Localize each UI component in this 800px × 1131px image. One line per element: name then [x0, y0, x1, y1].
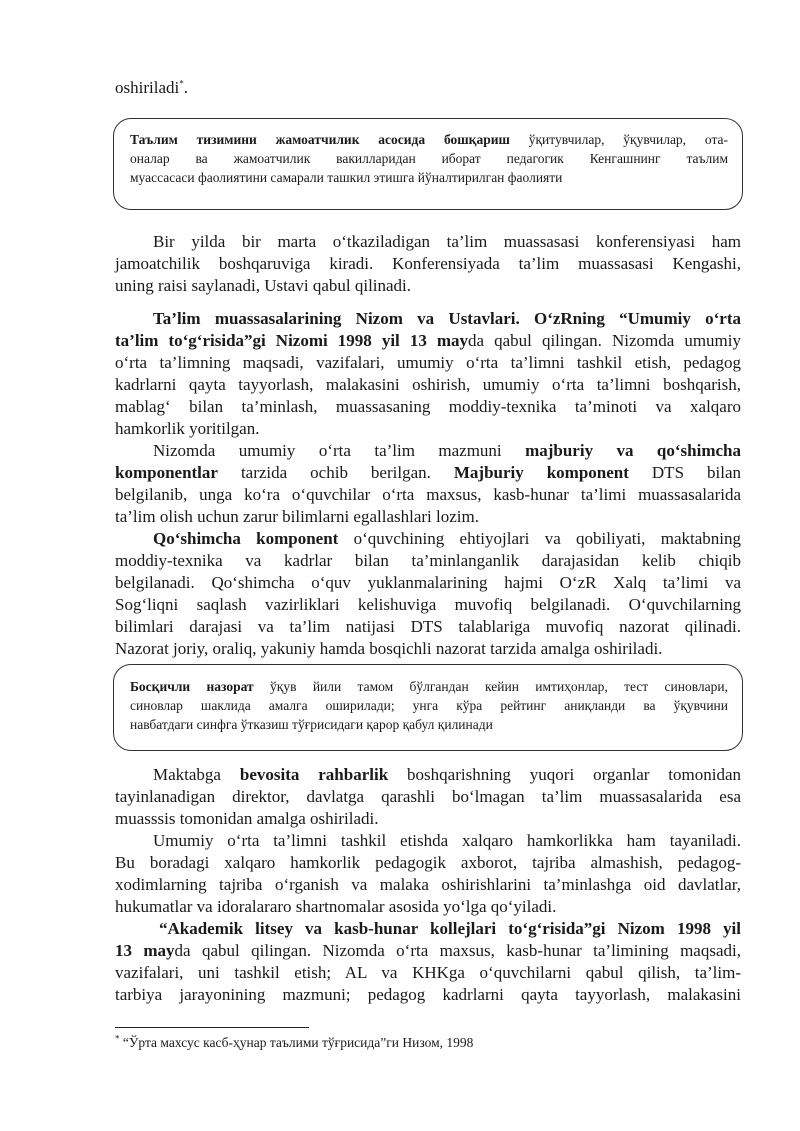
- footnote: [115, 1034, 473, 1052]
- p7-line-3: vazifalari, uni tashkil etish; AL va KHKga o‘quvchilarni qabul qilish, ta’lim-: [115, 963, 741, 982]
- box1-line-2: оналар ва жамоатчилик вакилларидан иборат педагогик Кенгашнинг таълим: [130, 151, 728, 166]
- p5-line-1: Maktabga bevosita rahbarlik boshqarishning yuqori organlar tomonidan: [153, 765, 741, 784]
- p5-line-3: muasssis tomonidan amalga oshiriladi.: [115, 809, 379, 828]
- p7-heading: “Akademik litsey va kasb-hunar kollejlari to‘g‘risida”gi Nizom 1998 yil: [159, 919, 741, 938]
- p2-line-4: kadrlarni qayta tayyorlash, malakasini oshirish, umumiy o‘rta ta’limni boshqarish,: [115, 375, 741, 394]
- p1-line-2: jamoatchilik boshqaruviga kiradi. Konferensiyada ta’lim muassasasi Kengashi,: [115, 254, 741, 273]
- p2-line-2: ta’lim to‘g‘risida”gi Nizomi 1998 yil 13 mayda qabul qilingan. Nizomda umumiy: [115, 331, 741, 350]
- p1-line-3: uning raisi saylanadi, Ustavi qabul qilinadi.: [115, 276, 412, 295]
- p2-line-6: hamkorlik yoritilgan.: [115, 419, 260, 438]
- p6-line-4: hukumatlar va idoralararo shartnomalar asosida yo‘lga qo‘yiladi.: [115, 897, 557, 916]
- box1-line-3: муассасаси фаолиятини самарали ташкил этишга йўналтирилган фаолияти: [130, 170, 563, 185]
- p6-line-1: Umumiy o‘rta ta’limni tashkil etishda xalqaro hamkorlikka ham tayaniladi.: [153, 831, 741, 850]
- footnote-marker: *: [179, 78, 184, 89]
- p3-line-4: ta’lim olish uchun zarur bilimlarni egallashlari lozim.: [115, 507, 479, 526]
- p3-line-3: belgilanib, unga ko‘ra o‘quvchilar o‘rta maxsus, kasb-hunar ta’limi muassasalarida: [115, 485, 741, 504]
- p1-line-1: Bir yilda bir marta o‘tkaziladigan ta’lim muassasasi konferensiyasi ham: [153, 232, 741, 251]
- p3-line-1: Nizomda umumiy o‘rta ta’lim mazmuni majburiy va qo‘shimcha: [153, 441, 742, 460]
- p2-line-5: mablag‘ bilan ta’minlash, muassasaning moddiy-texnika ta’minoti va xalqaro: [115, 397, 741, 416]
- p3-line-2: komponentlar tarzida ochib berilgan. Majburiy komponent DTS bilan: [115, 463, 741, 482]
- p4-line-2: moddiy-texnika va kadrlar bilan ta’minlanganlik darajasidan kelib chiqib: [115, 551, 741, 570]
- p6-line-3: xodimlarning tajriba o‘rganish va malaka oshirishlarini ta’minlashga oid davlatlar,: [115, 875, 741, 894]
- footnote-text: “Ўрта махсус касб-ҳунар таълими тўғрисида”ги Низом, 1998: [122, 1035, 474, 1050]
- footnote-marker: *: [115, 1033, 120, 1044]
- p2-line-3: o‘rta ta’limning maqsadi, vazifalari, umumiy o‘rta ta’limni tashkil etish, pedagog: [115, 353, 741, 372]
- p4-line-3: belgilanadi. Qo‘shimcha o‘quv yuklanmalarining hajmi O‘zR Xalq ta’limi va: [115, 573, 741, 592]
- footnote-separator: [115, 1027, 309, 1028]
- box1-line-1: Таълим тизимини жамоатчилик асосида бошқариш ўқитувчилар, ўқувчилар, ота-: [130, 132, 728, 147]
- box2-line-2: синовлар шаклида амалга оширилади; унга кўра рейтинг аниқланди ва ўқувчини: [130, 698, 728, 713]
- p7-line-4: tarbiya jarayonining mazmuni; pedagog kadrlarni qayta tayyorlash, malakasini: [115, 985, 741, 1004]
- continuation-line: oshiriladi*.: [115, 78, 188, 97]
- box2-line-1: Босқичли назорат ўқув йили тамом бўлгандан кейин имтиҳонлар, тест синовлари,: [130, 679, 729, 694]
- p4-line-5: bilimlari darajasi va ta’lim natijasi DTS talablariga muvofiq nazorat qilinadi.: [115, 617, 741, 636]
- p4-line-1: Qo‘shimcha komponent o‘quvchining ehtiyojlari va qobiliyati, maktabning: [153, 529, 741, 548]
- box2-term: Босқичли назорат: [130, 679, 254, 694]
- continuation-text: oshiriladi: [115, 78, 180, 97]
- p5-line-2: tayinlanadigan direktor, davlatga qarashli bo‘lmagan ta’lim muassasalarida esa: [115, 787, 741, 806]
- p2-heading: Ta’lim muassasalarining Nizom va Ustavlari. O‘zRning “Umumiy o‘rta: [153, 309, 741, 328]
- p7-line-2: 13 mayda qabul qilingan. Nizomda o‘rta maxsus, kasb-hunar ta’limining maqsadi,: [115, 941, 741, 960]
- p4-line-6: Nazorat joriy, oraliq, yakuniy hamda bosqichli nazorat tarzida amalga oshiriladi.: [115, 639, 663, 658]
- box1-term: Таълим тизимини жамоатчилик асосида бошқариш: [130, 132, 510, 147]
- p6-line-2: Bu boradagi xalqaro hamkorlik pedagogik axborot, tajriba almashish, pedagog-: [115, 853, 741, 872]
- p4-line-4: Sog‘liqni saqlash vazirliklari kelishuviga muvofiq belgilanadi. O‘quvchilarning: [115, 595, 741, 614]
- box2-line-3: навбатдаги синфга ўтказиш тўғрисидаги қарор қабул қилинади: [130, 717, 493, 732]
